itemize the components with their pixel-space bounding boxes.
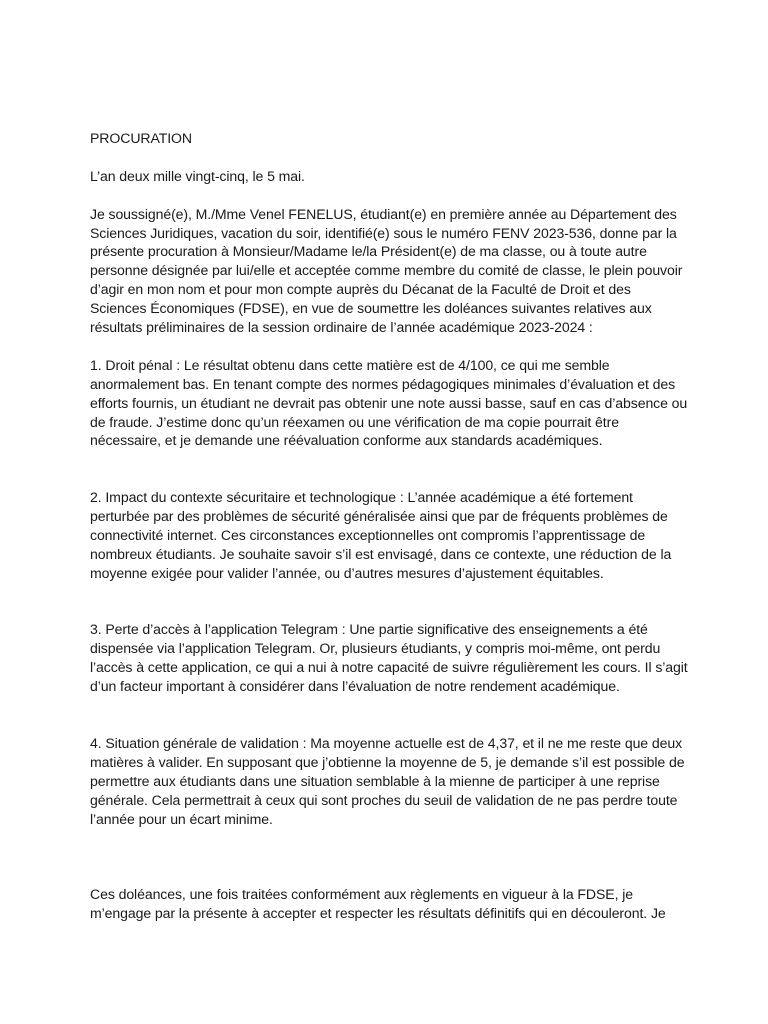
grievance-item-4: 4. Situation générale de validation : Ma moyenne actuelle est de 4,37, et il ne me reste que deux matières à valider. En supposant que j’obtienne la moyenne de 5, je demande s’il est possible de permettre aux étudiants dans une situation semblable à la mienne de participer à une reprise générale. Cela permettrait à ceux qui sont proches du seuil de validation de ne pas perdre toute l’année pour un écart minime. <box>90 734 685 827</box>
date-line: L’an deux mille vingt-cinq, le 5 mai. <box>90 167 305 184</box>
grievance-item-1: 1. Droit pénal : Le résultat obtenu dans cette matière est de 4/100, ce qui me semble anormalement bas. En tenant compte des normes pédagogiques minimales d’évaluation et des efforts fournis, un étudiant ne devrait pas obtenir une note aussi basse, sauf en cas d’absence ou de fraude. J’estime donc qu’un réexamen ou une vérification de ma copie pourrait être nécessaire, et je demande une réévaluation conforme aux standards académiques. <box>90 356 688 449</box>
intro-paragraph: Je soussigné(e), M./Mme Venel FENELUS, étudiant(e) en première année au Département des Sciences Juridiques, vacation du soir, identifié(e) sous le numéro FENV 2023-536, donne par la présente procuration à Monsieur/Madame le/la Président(e) de ma classe, ou à toute autre personne désignée par lui/elle et acceptée comme membre du comité de classe, le plein pouvoir d’agir en mon nom et pour mon compte auprès du Décanat de la Faculté de Droit et des Sciences Économiques (FDSE), en vue de soumettre les doléances suivantes relatives aux résultats préliminaires de la session ordinaire de l’année académique 2023-2024 : <box>90 205 683 336</box>
grievance-item-3: 3. Perte d’accès à l’application Telegram : Une partie significative des enseignements a été dispensée via l’application Telegram. Or, plusieurs étudiants, y compris moi-même, ont perdu l’accès à cette application, ce qui a nui à notre capacité de suivre régulièrement les cours. Il s’agit d’un facteur important à considérer dans l’évaluation de notre rendement académique. <box>90 621 688 695</box>
closing-paragraph: Ces doléances, une fois traitées conformément aux règlements en vigueur à la FDSE, je m’engage par la présente à accepter et respecter les résultats définitifs qui en découleront. Je <box>90 886 666 922</box>
grievance-item-2: 2. Impact du contexte sécuritaire et technologique : L’année académique a été fortement perturbée par des problèmes de sécurité généralisée ainsi que par de fréquents problèmes de connectivité internet. Ces circonstances exceptionnelles ont compromis l’apprentissage de nombreux étudiants. Je souhaite savoir s’il est envisagé, dans ce contexte, une réduction de la moyenne exigée pour valider l’année, ou d’autres mesures d’ajustement équitables. <box>90 489 672 581</box>
document-body <box>90 129 690 923</box>
document-title: PROCURATION <box>90 130 192 146</box>
